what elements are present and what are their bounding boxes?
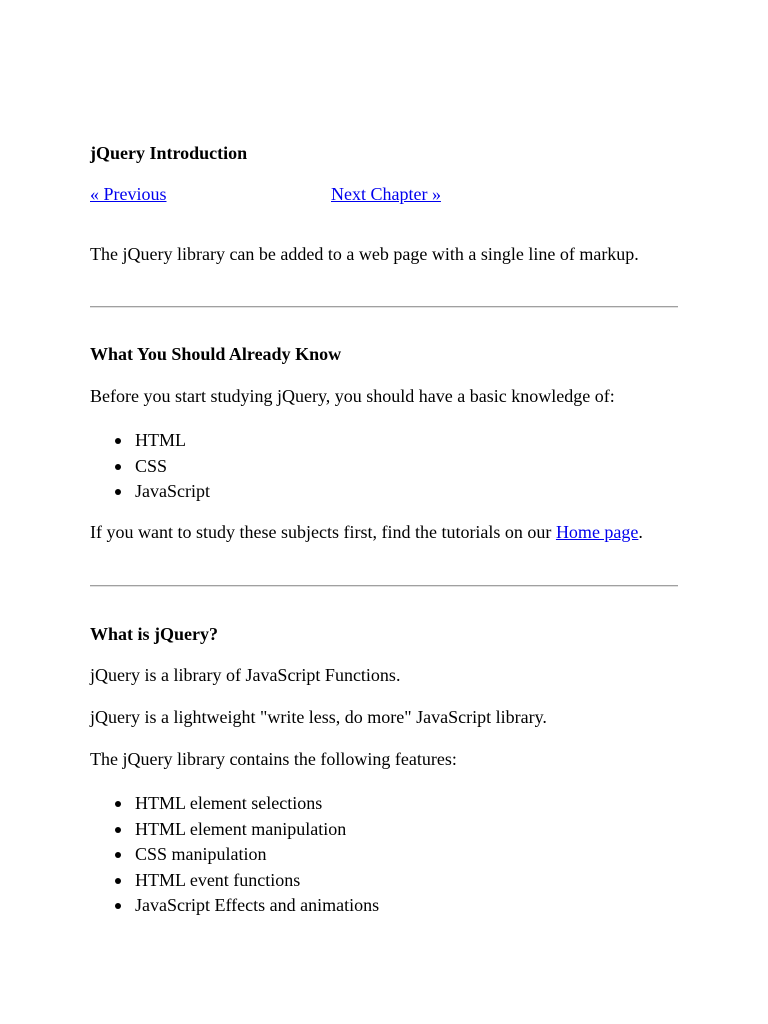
bullet-icon <box>115 903 121 909</box>
list-item <box>90 893 379 919</box>
list-item-label: HTML element manipulation <box>135 818 347 839</box>
bullet-icon <box>115 464 121 470</box>
tutorials-paragraph <box>90 520 680 545</box>
horizontal-rule <box>90 585 678 587</box>
bullet-icon <box>115 801 121 807</box>
what-is-paragraph-2: jQuery is a lightweight "write less, do more" JavaScript library. <box>90 707 547 727</box>
list-item <box>90 479 210 505</box>
list-item <box>90 791 379 817</box>
what-is-paragraph-3: The jQuery library contains the following features: <box>90 749 457 769</box>
horizontal-rule <box>90 306 678 308</box>
tutorials-period: . <box>638 522 643 542</box>
tutorials-text: If you want to study these subjects first, find the tutorials on our <box>90 522 556 542</box>
bullet-icon <box>115 827 121 833</box>
prerequisites-list <box>90 428 210 505</box>
list-item-label: CSS manipulation <box>135 844 267 864</box>
prerequisites-lead: Before you start studying jQuery, you should have a basic knowledge of: <box>90 386 615 406</box>
home-page-link[interactable]: Home page <box>555 522 639 542</box>
list-item <box>90 817 379 843</box>
section-heading-what-is-jquery: What is jQuery? <box>90 624 218 644</box>
bullet-icon <box>115 878 121 884</box>
next-chapter-link[interactable]: Next Chapter » <box>331 184 441 204</box>
bullet-icon <box>115 852 121 858</box>
list-item-label: JavaScript <box>135 481 210 501</box>
section-heading-prerequisites: What You Should Already Know <box>90 344 342 364</box>
intro-paragraph: The jQuery library can be added to a web page with a single line of markup. <box>90 244 639 264</box>
features-list <box>90 791 379 919</box>
page-title: jQuery Introduction <box>90 143 248 163</box>
previous-link[interactable]: « Previous <box>90 184 167 204</box>
bullet-icon <box>115 489 121 495</box>
list-item <box>90 428 210 454</box>
list-item-label: HTML element selections <box>135 793 323 813</box>
list-item-label: CSS <box>135 455 168 476</box>
list-item <box>90 842 379 868</box>
list-item-label: HTML <box>135 430 186 450</box>
list-item-label: HTML event functions <box>135 869 301 890</box>
what-is-paragraph-1: jQuery is a library of JavaScript Functions. <box>90 665 401 685</box>
list-item <box>90 454 210 480</box>
bullet-icon <box>115 438 121 444</box>
list-item <box>90 868 379 894</box>
list-item-label: JavaScript Effects and animations <box>135 895 380 915</box>
